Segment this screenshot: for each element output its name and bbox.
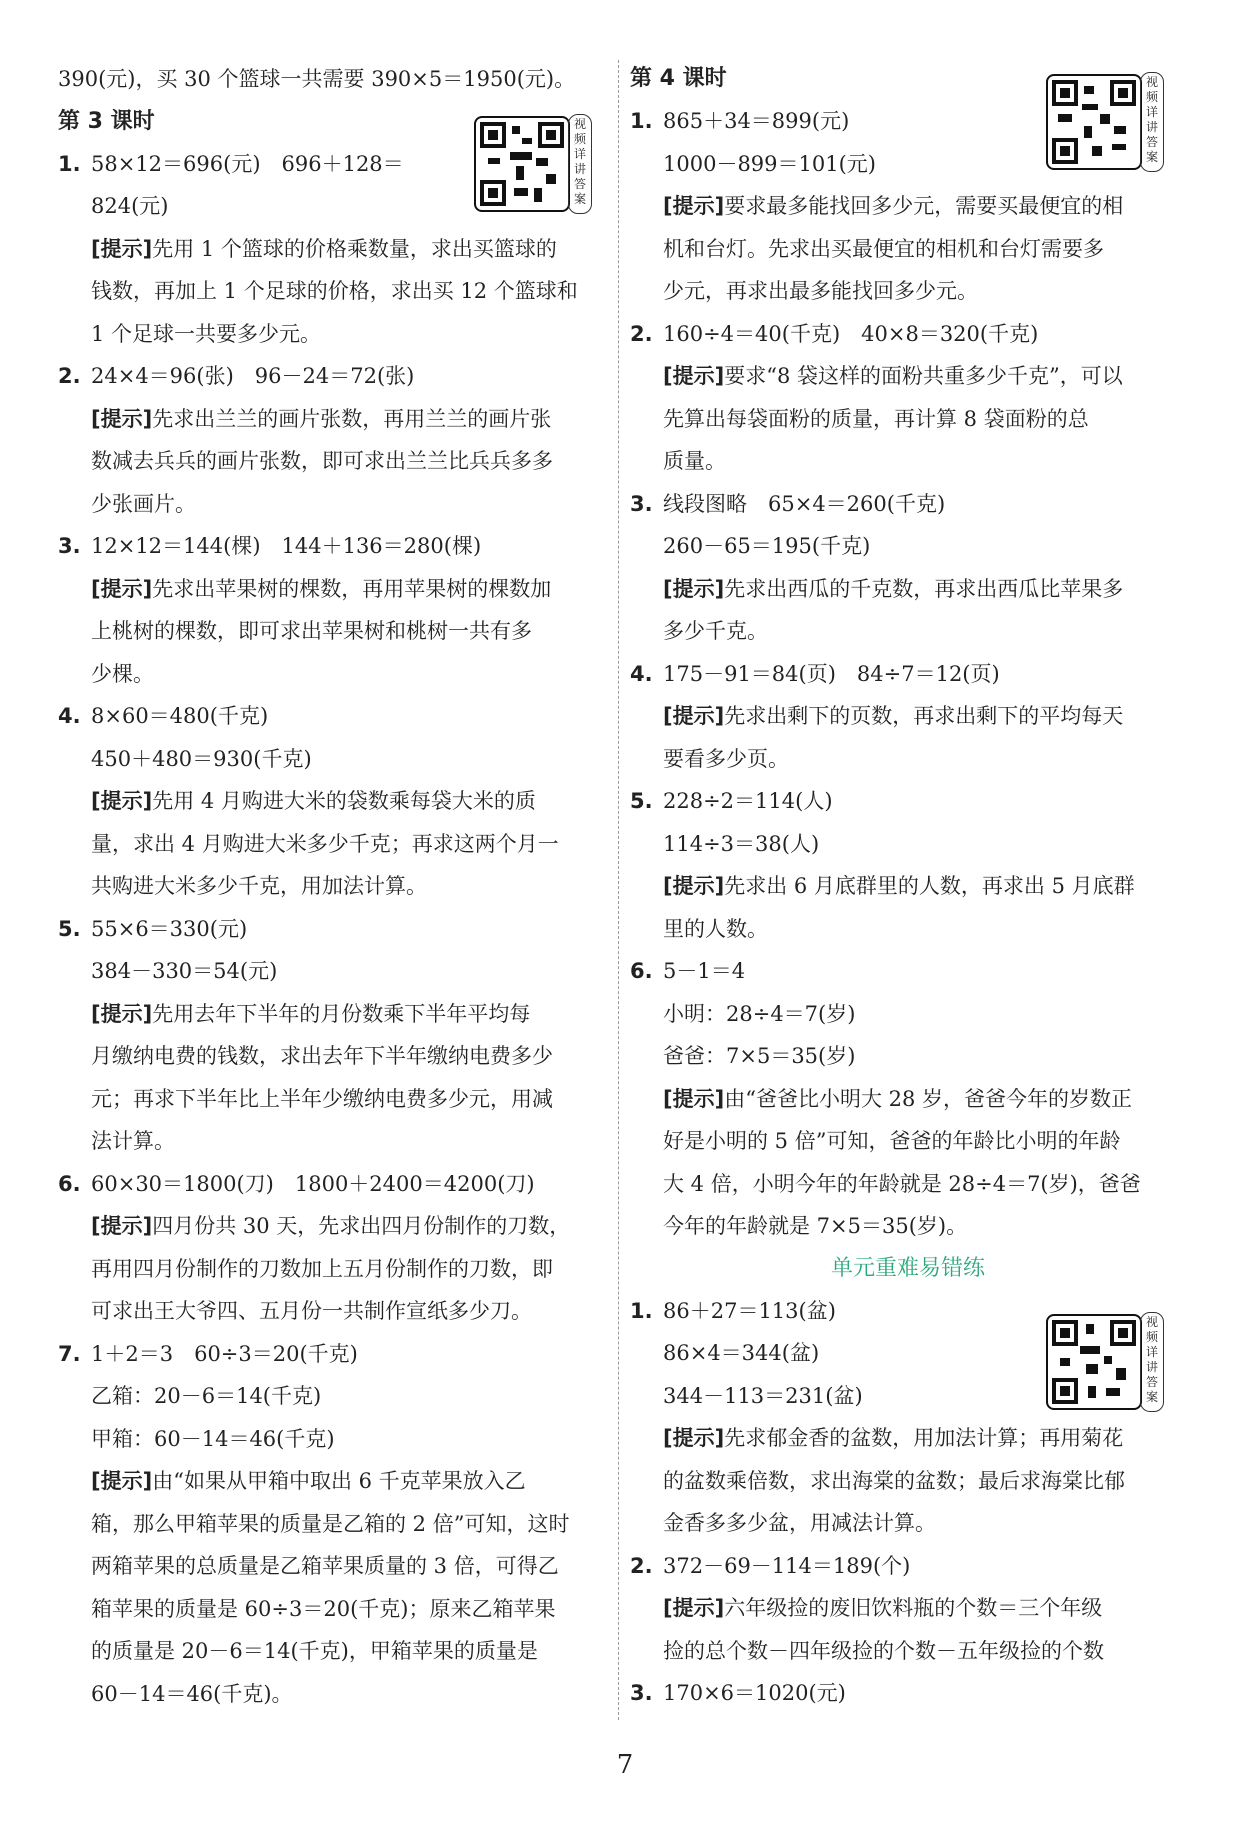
tip-label: 提示 — [100, 789, 143, 813]
text-line: 多少千克。 — [663, 619, 768, 643]
question-number: 1. — [630, 1298, 653, 1323]
text-line: 箱苹果的质量是 60÷3＝20(千克)；原来乙箱苹果 — [91, 1596, 556, 1621]
qr-code-video-answer[interactable] — [1042, 70, 1172, 170]
tip-label: 提示 — [672, 1426, 715, 1450]
text-line: 月缴纳电费的钱数，求出去年下半年缴纳电费多少 — [91, 1044, 553, 1068]
tip-label: 提示 — [100, 1001, 143, 1026]
right-column — [630, 58, 1186, 1715]
qr-code-video-answer[interactable] — [470, 112, 600, 212]
text-line: 数减去兵兵的画片张数，即可求出兰兰比兵兵多多 — [91, 449, 553, 473]
question-number: 5. — [630, 789, 653, 813]
text-line: 两箱苹果的总质量是乙箱苹果质量的 3 倍，可得乙 — [91, 1554, 559, 1578]
left-column — [58, 58, 606, 1715]
text-line: 法计算。 — [91, 1129, 175, 1153]
question-number: 5. — [58, 916, 81, 941]
tip-line: [提示]先求郁金香的盆数，用加法计算；再用菊花 — [663, 1426, 1124, 1450]
answer-line: 824(元) — [91, 194, 169, 218]
text-line: 少张画片。 — [91, 491, 196, 516]
answer-line: 4. 175－91＝84(页) 84÷7＝12(页) — [630, 653, 1186, 696]
qr-code-icon — [1046, 1314, 1142, 1410]
tip-line: [提示]先用去年下半年的月份数乘下半年平均每 — [91, 1001, 531, 1026]
tip-line: [提示]六年级捡的废旧饮料瓶的个数＝三个年级 — [663, 1596, 1103, 1620]
tip-label: 提示 — [672, 874, 715, 898]
answer-line: 甲箱：60－14＝46(千克) — [91, 1426, 335, 1451]
question-number: 1. — [58, 151, 81, 176]
qr-caption: 视频详讲答案 — [568, 114, 592, 214]
answer-line: 爸爸：7×5＝35(岁) — [663, 1044, 856, 1068]
tip-label: 提示 — [672, 194, 715, 218]
text-line: 质量。 — [663, 449, 726, 473]
text-line: 要看多少页。 — [663, 746, 789, 771]
answer-line: 1000－899＝101(元) — [663, 151, 876, 176]
question-number: 3. — [630, 1681, 653, 1705]
tip-line: [提示]要求最多能找回多少元，需要买最便宜的相 — [663, 194, 1124, 218]
answer-line: 260－65＝195(千克) — [663, 534, 871, 558]
tip-label: 提示 — [672, 1596, 715, 1620]
answer-line: 384－330＝54(元) — [91, 959, 278, 983]
question-number: 4. — [630, 661, 653, 686]
answer-line: 450＋480＝930(千克) — [91, 746, 312, 771]
question-number: 1. — [630, 109, 653, 133]
text-line: 的质量是 20－6＝14(千克)，甲箱苹果的质量是 — [91, 1639, 538, 1663]
question-number: 6. — [630, 959, 653, 983]
tip-line: [提示]先用 1 个篮球的价格乘数量，求出买篮球的 — [91, 236, 557, 261]
text-line: 390(元)，买 30 个篮球一共需要 390×5＝1950(元)。 — [58, 67, 576, 91]
question-number: 3. — [58, 534, 81, 558]
qr-caption: 视频详讲答案 — [1140, 1312, 1164, 1412]
tip-label: 提示 — [100, 1469, 143, 1493]
page-number: 7 — [616, 1750, 634, 1780]
tip-line: [提示]先求出剩下的页数，再求出剩下的平均每天 — [663, 704, 1124, 728]
text-line: 好是小明的 5 倍”可知，爸爸的年龄比小明的年龄 — [663, 1129, 1121, 1153]
tip-line: [提示]四月份共 30 天，先求出四月份制作的刀数， — [91, 1214, 571, 1238]
answer-line: 86×4＝344(盆) — [663, 1341, 820, 1365]
answer-line: 5. 228÷2＝114(人) — [630, 780, 1186, 823]
tip-label: 提示 — [100, 406, 143, 431]
tip-line: [提示]由“爸爸比小明大 28 岁，爸爸今年的岁数正 — [663, 1086, 1133, 1111]
answer-line: 6. 60×30＝1800(刀) 1800＋2400＝4200(刀) — [58, 1163, 606, 1206]
text-line: 可求出王大爷四、五月份一共制作宣纸多少刀。 — [91, 1299, 532, 1323]
question-number: 7. — [58, 1341, 81, 1366]
question-number: 2. — [58, 364, 81, 388]
answer-line: 乙箱：20－6＝14(千克) — [91, 1384, 322, 1408]
answer-line: 1. 865＋34＝899(元) — [630, 100, 1186, 143]
text-line: 的盆数乘倍数，求出海棠的盆数；最后求海棠比郁 — [663, 1468, 1125, 1493]
text-line: 金香多多少盆，用减法计算。 — [663, 1511, 936, 1535]
text-line: 先算出每袋面粉的质量，再计算 8 袋面粉的总 — [663, 406, 1089, 431]
text-line: 元；再求下半年比上半年少缴纳电费多少元，用减 — [91, 1086, 553, 1111]
text-line: 再用四月份制作的刀数加上五月份制作的刀数，即 — [91, 1256, 553, 1281]
tip-label: 提示 — [100, 576, 143, 601]
tip-label: 提示 — [672, 1086, 715, 1111]
answer-line: 1. 58×12＝696(元) 696＋128＝ — [58, 143, 606, 186]
lesson-heading: 第 4 课时 — [630, 66, 727, 91]
answer-line: 3. 线段图略 65×4＝260(千克) — [630, 483, 1186, 526]
qr-caption: 视频详讲答案 — [1140, 72, 1164, 172]
text-line: 少元，再求出最多能找回多少元。 — [663, 279, 978, 303]
text-line: 今年的年龄就是 7×5＝35(岁)。 — [663, 1214, 968, 1238]
text-line: 里的人数。 — [663, 916, 768, 941]
tip-line: [提示]要求“8 袋这样的面粉共重多少千克”，可以 — [663, 364, 1123, 388]
qr-code-icon — [1046, 74, 1142, 170]
text-line: 机和台灯。先求出买最便宜的相机和台灯需要多 — [663, 236, 1104, 261]
section-title: 单元重难易错练 — [830, 1255, 985, 1281]
question-number: 4. — [58, 704, 81, 728]
text-line: 1 个足球一共要多少元。 — [91, 321, 322, 346]
answer-line: 1. 86＋27＝113(盆) — [630, 1290, 1186, 1333]
tip-line: [提示]先求出 6 月底群里的人数，再求出 5 月底群 — [663, 874, 1135, 898]
question-number: 6. — [58, 1171, 81, 1196]
tip-label: 提示 — [672, 364, 715, 388]
tip-line: [提示]先求出兰兰的画片张数，再用兰兰的画片张 — [91, 406, 552, 431]
text-line: 共购进大米多少千克，用加法计算。 — [91, 874, 427, 898]
text-line: 箱，那么甲箱苹果的质量是乙箱的 2 倍”可知，这时 — [91, 1511, 570, 1536]
answer-line: 2. 24×4＝96(张) 96－24＝72(张) — [58, 355, 606, 398]
tip-label: 提示 — [672, 576, 715, 601]
tip-label: 提示 — [100, 1214, 143, 1238]
answer-line: 4. 8×60＝480(千克) — [58, 695, 606, 738]
answer-line: 2. 372－69－114＝189(个) — [630, 1545, 1186, 1588]
question-number: 3. — [630, 491, 653, 516]
text-line: 60－14＝46(千克)。 — [91, 1681, 293, 1706]
tip-label: 提示 — [100, 236, 143, 261]
column-divider — [618, 60, 619, 1720]
answer-line: 344－113＝231(盆) — [663, 1383, 863, 1408]
qr-code-icon — [474, 116, 570, 212]
qr-code-video-answer[interactable] — [1042, 1310, 1172, 1410]
question-number: 2. — [630, 321, 653, 346]
text-line: 大 4 倍，小明今年的年龄就是 28÷4＝7(岁)，爸爸 — [663, 1171, 1141, 1196]
answer-line: 小明：28÷4＝7(岁) — [663, 1001, 856, 1026]
answer-line: 2. 160÷4＝40(千克) 40×8＝320(千克) — [630, 313, 1186, 356]
text-line: 量，求出 4 月购进大米多少千克；再求这两个月一 — [91, 831, 559, 856]
text-line: 捡的总个数－四年级捡的个数－五年级捡的个数 — [663, 1638, 1104, 1663]
answer-line: 5. 55×6＝330(元) — [58, 908, 606, 951]
answer-line: 114÷3＝38(人) — [663, 831, 820, 856]
tip-line: [提示]先用 4 月购进大米的袋数乘每袋大米的质 — [91, 789, 536, 813]
text-line: 上桃树的棵数，即可求出苹果树和桃树一共有多 — [91, 619, 532, 643]
answer-line: 3. 12×12＝144(棵) 144＋136＝280(棵) — [58, 525, 606, 568]
answer-line: 6. 5－1＝4 — [630, 950, 1186, 993]
answer-line: 7. 1＋2＝3 60÷3＝20(千克) — [58, 1333, 606, 1376]
text-line: 钱数，再加上 1 个足球的价格，求出买 12 个篮球和 — [91, 279, 578, 303]
tip-line: [提示]由“如果从甲箱中取出 6 千克苹果放入乙 — [91, 1469, 526, 1493]
answer-line: 3. 170×6＝1020(元) — [630, 1672, 1186, 1715]
tip-label: 提示 — [672, 704, 715, 728]
lesson-heading: 第 3 课时 — [58, 108, 155, 134]
question-number: 2. — [630, 1553, 653, 1578]
tip-line: [提示]先求出西瓜的千克数，再求出西瓜比苹果多 — [663, 576, 1124, 601]
tip-line: [提示]先求出苹果树的棵数，再用苹果树的棵数加 — [91, 576, 552, 601]
text-line: 少棵。 — [91, 661, 154, 686]
